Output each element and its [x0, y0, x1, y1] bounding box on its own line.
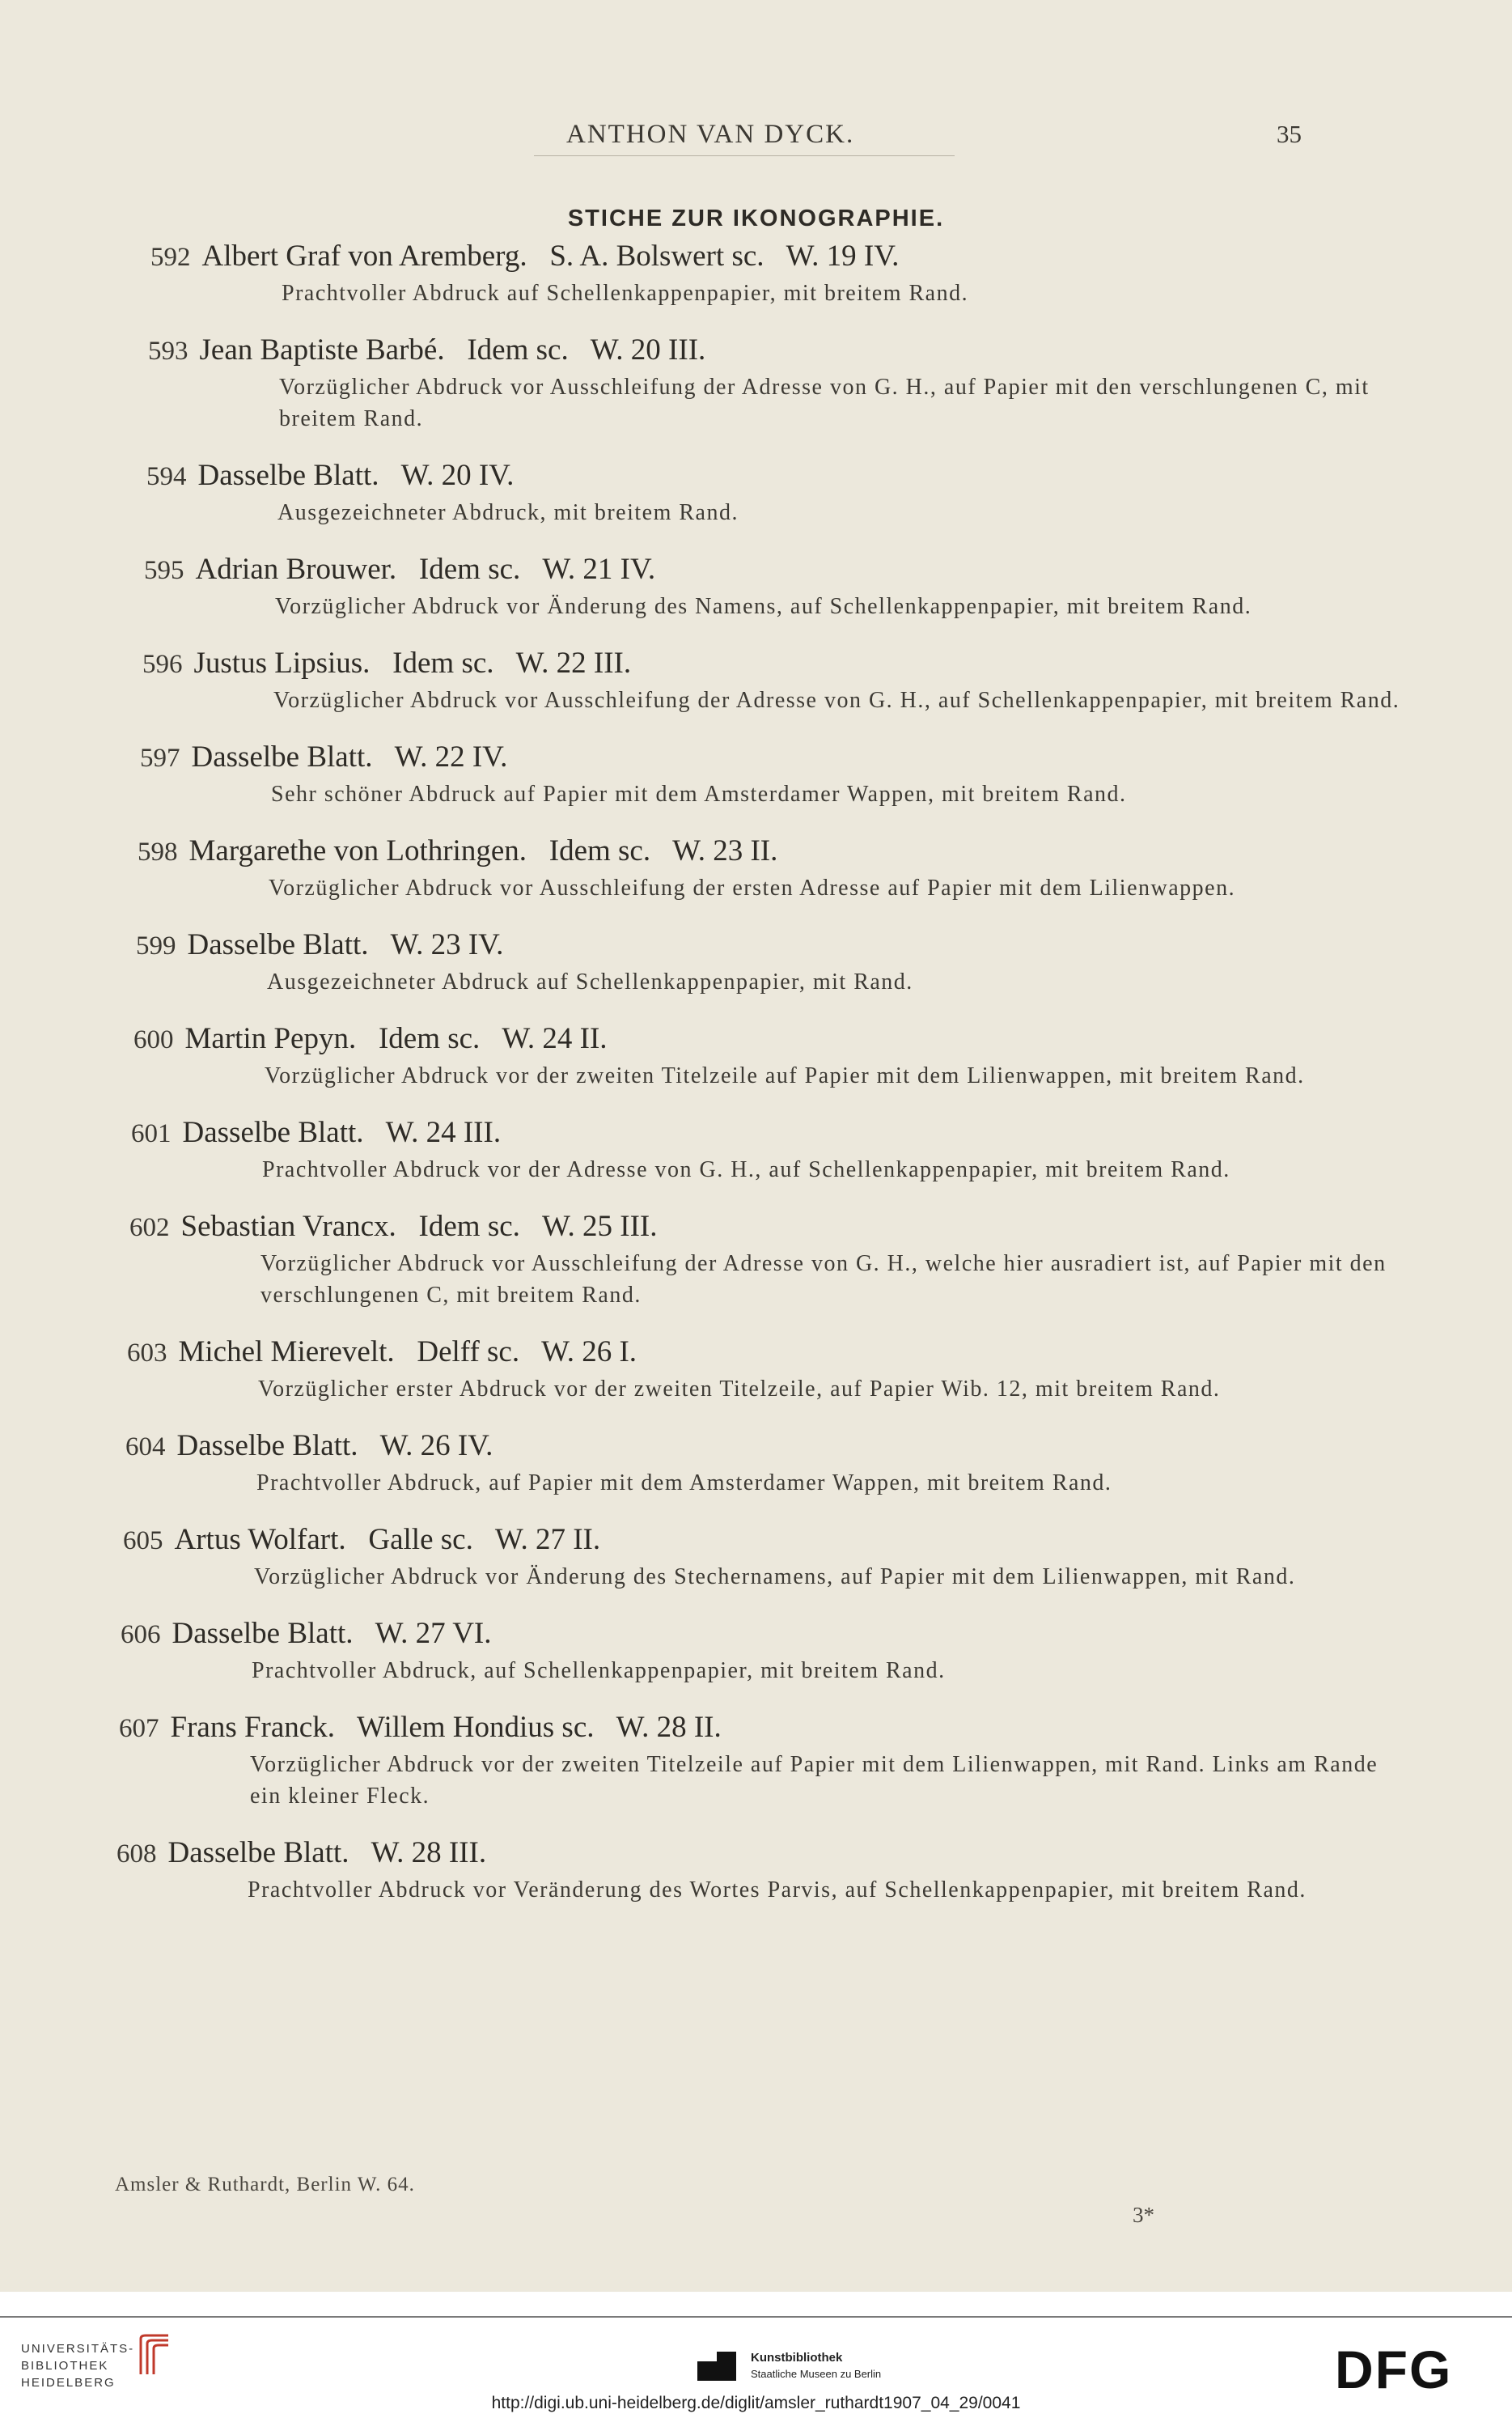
catalog-entry [0, 1520, 1512, 1593]
entry-heading: Dasselbe Blatt. W. 24 III. [182, 1116, 502, 1149]
catalog-entry [0, 549, 1512, 622]
kunstbibliothek-name: Kunstbibliothek [751, 2351, 843, 2365]
entry-number: 605 [123, 1526, 163, 1555]
catalog-entry [0, 1019, 1512, 1092]
entry-description: Vorzüglicher Abdruck vor Ausschleifung der Adresse von G. H., auf Papier mit den verschlungenen C, mit breitem Rand. [279, 375, 1370, 431]
entry-heading-line [140, 737, 1512, 778]
entry-heading-line [142, 643, 1512, 685]
signature-mark: 3* [1133, 2203, 1154, 2227]
entry-description: Vorzüglicher erster Abdruck vor der zweiten Titelzeile, auf Papier Wib. 12, mit breitem Rand. [258, 1377, 1221, 1402]
entry-heading-line [119, 1707, 1512, 1749]
entry-number: 595 [144, 556, 184, 585]
entry-description: Prachtvoller Abdruck auf Schellenkappenpapier, mit breitem Rand. [282, 281, 969, 306]
catalog-entry [0, 1332, 1512, 1405]
entry-heading-line [116, 1833, 1512, 1874]
entry-heading-line [133, 1019, 1512, 1060]
entry-heading-line [150, 236, 1512, 278]
header-rule [534, 155, 955, 156]
catalog-entry [0, 456, 1512, 528]
catalog-entries [0, 236, 1512, 1927]
entry-number: 603 [127, 1338, 167, 1368]
entry-heading: Dasselbe Blatt. W. 22 IV. [191, 740, 508, 774]
catalog-entry [0, 1614, 1512, 1686]
entry-heading: Dasselbe Blatt. W. 20 IV. [197, 459, 515, 492]
entry-description: Vorzüglicher Abdruck vor Ausschleifung der ersten Adresse auf Papier mit dem Lilienwappen. [269, 876, 1236, 901]
catalog-entry [0, 1707, 1512, 1812]
entry-number: 598 [138, 838, 178, 867]
university-line: HEIDELBERG [21, 2376, 116, 2390]
entry-number: 599 [136, 931, 176, 961]
entry-description: Prachtvoller Abdruck vor der Adresse von G. H., auf Schellenkappenpapier, mit breitem Rand. [262, 1157, 1230, 1182]
entry-heading-line [146, 456, 1512, 497]
entry-heading: Justus Lipsius. Idem sc. W. 22 III. [193, 647, 632, 680]
entry-heading-line [136, 925, 1512, 966]
entry-heading: Frans Franck. Willem Hondius sc. W. 28 II. [170, 1711, 722, 1744]
entry-heading: Margarethe von Lothringen. Idem sc. W. 23 II. [188, 834, 778, 868]
entry-number: 597 [140, 744, 180, 773]
entry-description: Vorzüglicher Abdruck vor Änderung des Stechernamens, auf Papier mit dem Lilienwappen, mit Rand. [254, 1564, 1296, 1589]
entry-description: Vorzüglicher Abdruck vor Ausschleifung der Adresse von G. H., auf Schellenkappenpapier, mit breitem Rand. [273, 688, 1400, 713]
entry-description: Prachtvoller Abdruck vor Veränderung des Wortes Parvis, auf Schellenkappenpapier, mit breitem Rand. [248, 1877, 1307, 1903]
catalog-entry [0, 925, 1512, 998]
permalink-url[interactable]: http://digi.ub.uni-heidelberg.de/diglit/amsler_ruthardt1907_04_29/0041 [491, 2394, 1021, 2412]
university-line: UNIVERSITÄTS- [21, 2342, 135, 2356]
entry-number: 604 [125, 1432, 166, 1461]
entry-heading-line [148, 330, 1512, 371]
entry-description: Vorzüglicher Abdruck vor Änderung des Namens, auf Schellenkappenpapier, mit breitem Rand. [275, 594, 1252, 619]
catalog-entry [0, 330, 1512, 435]
entry-heading: Sebastian Vrancx. Idem sc. W. 25 III. [180, 1210, 658, 1243]
entry-heading-line [127, 1332, 1512, 1373]
entry-number: 601 [131, 1119, 172, 1148]
entry-number: 602 [129, 1213, 170, 1242]
digitization-bar [0, 2292, 1512, 2418]
entry-description: Prachtvoller Abdruck, auf Schellenkappenpapier, mit breitem Rand. [252, 1658, 946, 1683]
entry-heading: Michel Mierevelt. Delff sc. W. 26 I. [178, 1335, 637, 1368]
section-title: STICHE ZUR IKONOGRAPHIE. [567, 206, 945, 231]
entry-heading: Dasselbe Blatt. W. 26 IV. [176, 1429, 493, 1462]
entry-number: 593 [148, 337, 188, 366]
entry-number: 608 [116, 1839, 157, 1869]
catalog-entry [0, 1833, 1512, 1906]
entry-description: Ausgezeichneter Abdruck, mit breitem Rand. [277, 500, 739, 525]
kunstbibliothek-subtitle: Staatliche Museen zu Berlin [751, 2368, 882, 2380]
bar-divider [0, 2316, 1512, 2318]
entry-number: 606 [121, 1620, 161, 1649]
entry-heading-line [138, 831, 1512, 872]
catalog-entry [0, 737, 1512, 810]
entry-number: 596 [142, 650, 183, 679]
entry-heading-line [125, 1426, 1512, 1467]
entry-heading: Jean Baptiste Barbé. Idem sc. W. 20 III. [199, 333, 706, 367]
entry-description: Sehr schöner Abdruck auf Papier mit dem Amsterdamer Wappen, mit breitem Rand. [271, 782, 1127, 807]
running-head-title: ANTHON VAN DYCK. [566, 120, 855, 149]
entry-description: Vorzüglicher Abdruck vor der zweiten Titelzeile auf Papier mit dem Lilienwappen, mit breitem Rand. [265, 1063, 1305, 1088]
catalog-entry [0, 1426, 1512, 1499]
entry-heading: Adrian Brouwer. Idem sc. W. 21 IV. [195, 553, 656, 586]
catalog-entry [0, 1207, 1512, 1311]
page-number: 35 [1277, 120, 1302, 148]
running-head [0, 120, 1512, 160]
entry-heading: Dasselbe Blatt. W. 27 VI. [172, 1617, 492, 1650]
entry-number: 592 [150, 243, 191, 272]
university-line: BIBLIOTHEK [21, 2359, 109, 2373]
university-logo-icon [136, 2334, 175, 2376]
entry-heading-line [131, 1113, 1512, 1154]
entry-number: 594 [146, 462, 187, 491]
catalog-entry [0, 643, 1512, 716]
entry-heading-line [144, 549, 1512, 591]
entry-heading: Albert Graf von Aremberg. S. A. Bolswert sc. W. 19 IV. [201, 240, 900, 273]
kunstbibliothek-logo-icon [694, 2348, 739, 2384]
catalog-entry [0, 236, 1512, 309]
entry-description: Vorzüglicher Abdruck vor der zweiten Titelzeile auf Papier mit dem Lilienwappen, mit Rand. Links am Rande ein kleiner Fleck. [250, 1752, 1379, 1809]
entry-heading: Dasselbe Blatt. W. 23 IV. [187, 928, 504, 961]
entry-heading-line [123, 1520, 1512, 1561]
entry-heading: Artus Wolfart. Galle sc. W. 27 II. [174, 1523, 601, 1556]
entry-description: Ausgezeichneter Abdruck auf Schellenkappenpapier, mit Rand. [267, 969, 913, 995]
catalog-entry [0, 831, 1512, 904]
entry-number: 600 [133, 1025, 174, 1054]
entry-heading-line [121, 1614, 1512, 1655]
entry-heading: Martin Pepyn. Idem sc. W. 24 II. [184, 1022, 608, 1055]
university-library-label [21, 2340, 134, 2391]
entry-description: Vorzüglicher Abdruck vor Ausschleifung der Adresse von G. H., welche hier ausradiert ist, auf Papier mit den verschlungenen C, mit breitem Rand. [260, 1251, 1387, 1308]
kunstbibliothek-label [751, 2350, 881, 2382]
dfg-logo: DFG [1335, 2340, 1453, 2399]
entry-number: 607 [119, 1714, 159, 1743]
printer-imprint: Amsler & Ruthardt, Berlin W. 64. [115, 2174, 415, 2195]
entry-heading: Dasselbe Blatt. W. 28 III. [167, 1836, 487, 1869]
entry-heading-line [129, 1207, 1512, 1248]
entry-description: Prachtvoller Abdruck, auf Papier mit dem Amsterdamer Wappen, mit breitem Rand. [256, 1470, 1112, 1495]
catalog-entry [0, 1113, 1512, 1186]
